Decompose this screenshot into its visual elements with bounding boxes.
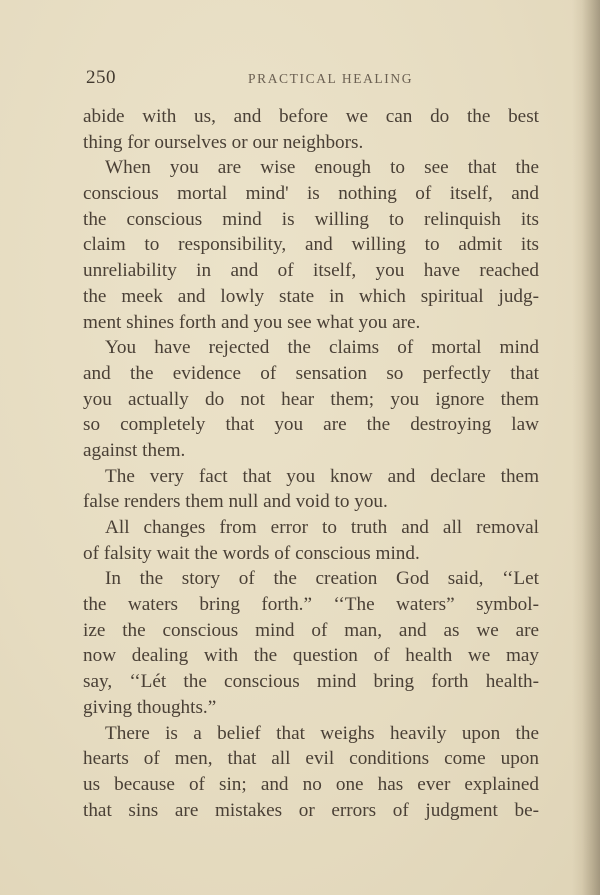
text-line: ment shines forth and you see what you are. [83, 311, 421, 333]
text-line: so completely that you are the destroying law [83, 414, 539, 436]
text-line: the waters bring forth.” ‘‘The waters” symbol- [83, 594, 539, 616]
text-line: us because of sin; and no one has ever explained [83, 773, 539, 795]
text-line: unreliability in and of itself, you have reached [83, 260, 539, 282]
paragraph-start-line: All changes from error to truth and all removal [105, 517, 539, 538]
paragraph-start-line: When you are wise enough to see that the [105, 157, 539, 179]
text-line: giving thoughts.” [83, 696, 217, 718]
paragraph-start-line: You have rejected the claims of mortal mind [105, 337, 539, 359]
page-number: 250 [86, 67, 116, 88]
running-head [83, 67, 537, 89]
paragraph-start-line: There is a belief that weighs heavily upon the [105, 722, 539, 744]
text-line: false renders them null and void to you. [83, 491, 388, 513]
text-line: you actually do not hear them; you ignore them [83, 388, 539, 410]
text-line: that sins are mistakes or errors of judgment be- [83, 799, 539, 821]
paragraph-start-line: The very fact that you know and declare them [105, 465, 539, 487]
text-line: conscious mortal mind' is nothing of itself, and [83, 183, 539, 205]
text-line: claim to responsibility, and willing to admit its [83, 234, 539, 256]
text-line: ize the conscious mind of man, and as we are [83, 619, 539, 641]
text-line: the conscious mind is willing to relinquish its [83, 208, 539, 230]
paragraph-start-line: In the story of the creation God said, ‘‘Let [105, 568, 539, 590]
text-line: of falsity wait the words of conscious mind. [83, 542, 420, 564]
text-line: now dealing with the question of health we may [83, 645, 539, 667]
text-line: hearts of men, that all evil conditions come upon [83, 748, 539, 770]
text-line: and the evidence of sensation so perfectly that [83, 362, 539, 384]
running-title: PRACTICAL HEALING [248, 71, 414, 86]
text-line: say, ‘‘Lét the conscious mind bring forth health- [83, 671, 539, 693]
text-line: against them. [83, 439, 186, 461]
body-text [83, 104, 539, 823]
text-line: the meek and lowly state in which spiritual judg- [83, 285, 539, 307]
text-line: thing for ourselves or our neighbors. [83, 131, 364, 153]
text-line: abide with us, and before we can do the best [83, 106, 539, 127]
